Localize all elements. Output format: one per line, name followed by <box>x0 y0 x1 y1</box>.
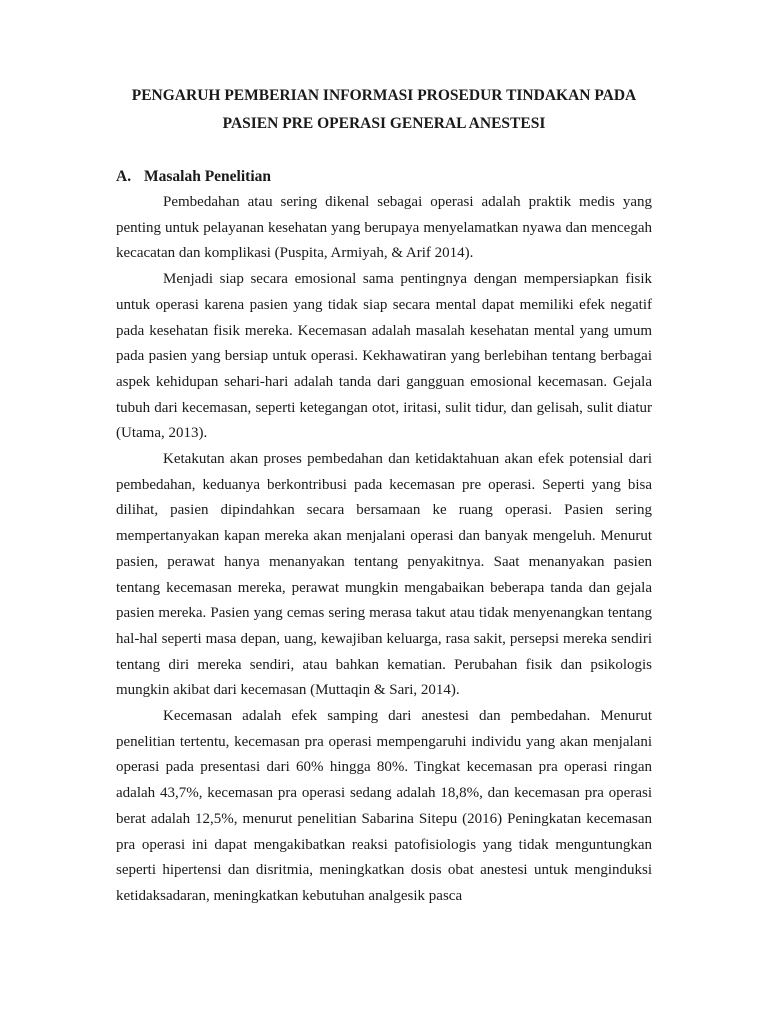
paragraph-1: Pembedahan atau sering dikenal sebagai operasi adalah praktik medis yang penting untuk pelayanan kesehatan yang berupaya menyelamatkan nyawa dan mencegah kecacatan dan komplikasi (Puspita, Armiyah, & Arif 2014). <box>116 194 652 262</box>
document-title <box>116 82 652 138</box>
paragraph-4: Kecemasan adalah efek samping dari anestesi dan pembedahan. Menurut penelitian tertentu, kecemasan pra operasi mempengaruhi individu yang akan menjalani operasi pada presentasi dari 60% hingga 80%. Tingkat kecemasan pra operasi ringan adalah 43,7%, kecemasan pra operasi sedang adalah 18,8%, dan kecemasan pra operasi berat adalah 12,5%, menurut penelitian Sabarina Sitepu (2016) Peningkatan kecemasan pra operasi ini dapat mengakibatkan reaksi patofisiologis yang tidak menguntungkan seperti hipertensi dan disritmia, meningkatkan dosis obat anestesi untuk menginduksi ketidaksadaran, meningkatkan kebutuhan analgesik pasca <box>116 708 652 904</box>
section-heading-text: Masalah Penelitian <box>144 168 272 185</box>
title-line-1: PENGARUH PEMBERIAN INFORMASI PROSEDUR TINDAKAN PADA <box>131 87 637 104</box>
paragraph-2: Menjadi siap secara emosional sama pentingnya dengan mempersiapkan fisik untuk operasi karena pasien yang tidak siap secara mental dapat memiliki efek negatif pada kesehatan fisik mereka. Kecemasan adalah masalah kesehatan mental yang umum pada pasien yang bersiap untuk operasi. Kekhawatiran yang berlebihan tentang berbagai aspek kehidupan sehari-hari adalah tanda dari gangguan emosional kecemasan. Gejala tubuh dari kecemasan, seperti ketegangan otot, iritasi, sulit tidur, dan gelisah, sulit diatur (Utama, 2013). <box>116 271 652 442</box>
body-text <box>116 190 652 910</box>
paragraph-3: Ketakutan akan proses pembedahan dan ketidaktahuan akan efek potensial dari pembedahan, keduanya berkontribusi pada kecemasan pre operasi. Seperti yang bisa dilihat, pasien dipindahkan secara bersamaan ke ruang operasi. Pasien sering mempertanyakan kapan mereka akan menjalani operasi dan banyak mengeluh. Menurut pasien, perawat hanya menanyakan tentang penyakitnya. Saat menanyakan pasien tentang kecemasan mereka, perawat mungkin mengabaikan beberapa tanda dan gejala pasien mereka. Pasien yang cemas sering merasa takut atau tidak menyenangkan tentang hal-hal seperti masa depan, uang, kewajiban keluarga, rasa sakit, persepsi mereka sendiri tentang diri mereka sendiri, atau bahkan kematian. Perubahan fisik dan psikologis mungkin akibat dari kecemasan (Muttaqin & Sari, 2014). <box>116 451 652 699</box>
title-line-2: PASIEN PRE OPERASI GENERAL ANESTESI <box>222 115 546 132</box>
section-heading <box>116 164 652 190</box>
section-letter: A. <box>116 168 132 185</box>
